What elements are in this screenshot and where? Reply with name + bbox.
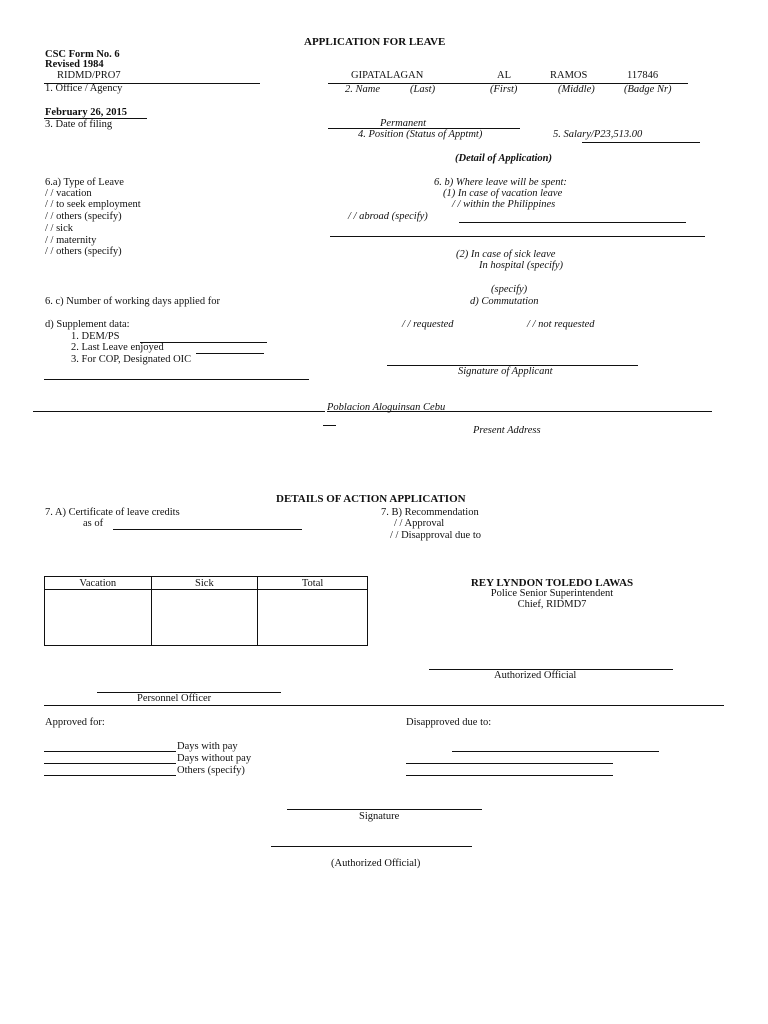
date-value: February 26, 2015 [45, 107, 127, 118]
final-official-line [271, 846, 472, 847]
middle-label: (Middle) [558, 84, 595, 95]
salary-label: 5. Salary/P23,513.00 [553, 129, 643, 140]
position-label: 4. Position (Status of Apptmt) [358, 129, 483, 140]
others-specify-label: Others (specify) [177, 765, 245, 776]
sick-case: (2) In case of sick leave [456, 249, 556, 260]
certificate-label: 7. A) Certificate of leave credits [45, 507, 180, 518]
table-row [45, 590, 368, 646]
supplement-heading: d) Supplement data: [45, 319, 130, 330]
authorized-official-label: Authorized Official [494, 670, 577, 681]
final-signature-line [287, 809, 482, 810]
working-days-label: 6. c) Number of working days applied for [45, 296, 220, 307]
sick-cell [151, 590, 258, 646]
recommendation-disapproval: / / Disapproval due to [390, 530, 481, 541]
commutation-requested: / / requested [402, 319, 454, 330]
office-label: 1. Office / Agency [45, 83, 123, 94]
where-spent-heading: 6. b) Where leave will be spent: [434, 177, 567, 188]
sick-column-header: Sick [151, 577, 258, 590]
others-specify-line [44, 775, 176, 776]
form-revision: Revised 1984 [45, 59, 104, 70]
leave-credits-table [44, 576, 368, 646]
table-header-row [45, 577, 368, 590]
in-hospital: In hospital (specify) [479, 260, 563, 271]
total-column-header: Total [258, 577, 368, 590]
vacation-case: (1) In case of vacation leave [443, 188, 563, 199]
position-value: Permanent [380, 118, 427, 129]
action-heading: DETAILS OF ACTION APPLICATION [276, 493, 466, 505]
form-title: APPLICATION FOR LEAVE [304, 36, 446, 48]
approved-for-label: Approved for: [45, 717, 105, 728]
days-with-pay-label: Days with pay [177, 741, 238, 752]
official-position: Chief, RIDMD7 [517, 599, 587, 610]
address-line-dash [323, 425, 336, 426]
last-label: (Last) [410, 84, 436, 95]
name-label: 2. Name [345, 84, 380, 95]
leave-type-others-1: / / others (specify) [45, 211, 122, 222]
commutation-label: d) Commutation [470, 296, 539, 307]
within-philippines: / / within the Philippines [452, 199, 556, 210]
leave-type-others-2: / / others (specify) [45, 246, 122, 257]
leave-type-seek-employment: / / to seek employment [45, 199, 141, 210]
final-official-label: (Authorized Official) [331, 858, 421, 869]
section-divider [44, 705, 724, 706]
leave-type-maternity: / / maternity [45, 235, 97, 246]
recommendation-label: 7. B) Recommendation [381, 507, 479, 518]
vacation-column-header: Vacation [45, 577, 152, 590]
badge-label: (Badge Nr) [624, 84, 672, 95]
address-line-right [327, 411, 712, 412]
type-of-leave-heading: 6.a) Type of Leave [45, 177, 124, 188]
abroad-specify: / / abroad (specify) [348, 211, 428, 222]
official-rank: Police Senior Superintendent [490, 588, 614, 599]
disapproved-line-1 [452, 751, 659, 752]
name-last-value: GIPATALAGAN [351, 70, 424, 81]
disapproved-line-2 [406, 763, 613, 764]
days-with-pay-line [44, 751, 176, 752]
disapproved-due-label: Disapproved due to: [406, 717, 492, 728]
days-without-pay-line [44, 763, 176, 764]
supplement-designated-oic: 3. For COP, Designated OIC [71, 354, 192, 365]
where-divider [330, 236, 705, 237]
vacation-cell [45, 590, 152, 646]
last-leave-line [196, 353, 264, 354]
leave-type-sick: / / sick [45, 223, 73, 234]
as-of-line [113, 529, 302, 530]
form-number: CSC Form No. 6 [45, 49, 120, 60]
days-without-pay-label: Days without pay [177, 753, 252, 764]
supplement-dem-ps: 1. DEM/PS [71, 331, 120, 342]
first-label: (First) [490, 84, 518, 95]
address-line-left [33, 411, 325, 412]
detail-heading: (Detail of Application) [455, 153, 553, 164]
oic-line [44, 379, 309, 380]
date-label: 3. Date of filing [45, 119, 113, 130]
official-name: REY LYNDON TOLEDO LAWAS [470, 577, 634, 589]
leave-type-vacation: / / vacation [45, 188, 92, 199]
salary-line [582, 142, 700, 143]
name-first-value: AL [497, 70, 511, 81]
applicant-signature-label: Signature of Applicant [458, 366, 553, 377]
supplement-last-leave: 2. Last Leave enjoyed [71, 342, 164, 353]
as-of-label: as of [83, 518, 104, 529]
name-middle-value: RAMOS [550, 70, 588, 81]
commutation-not-requested: / / not requested [527, 319, 595, 330]
recommendation-approval: / / Approval [394, 518, 445, 529]
final-signature-label: Signature [359, 811, 400, 822]
total-cell [258, 590, 368, 646]
specify: (specify) [491, 284, 528, 295]
address-value: Poblacion Aloguinsan Cebu [327, 402, 446, 413]
badge-value: 117846 [627, 70, 659, 81]
abroad-line [459, 222, 686, 223]
office-value: RIDMD/PRO7 [57, 70, 121, 81]
disapproved-line-3 [406, 775, 613, 776]
address-label: Present Address [473, 425, 541, 436]
personnel-officer-label: Personnel Officer [137, 693, 212, 704]
